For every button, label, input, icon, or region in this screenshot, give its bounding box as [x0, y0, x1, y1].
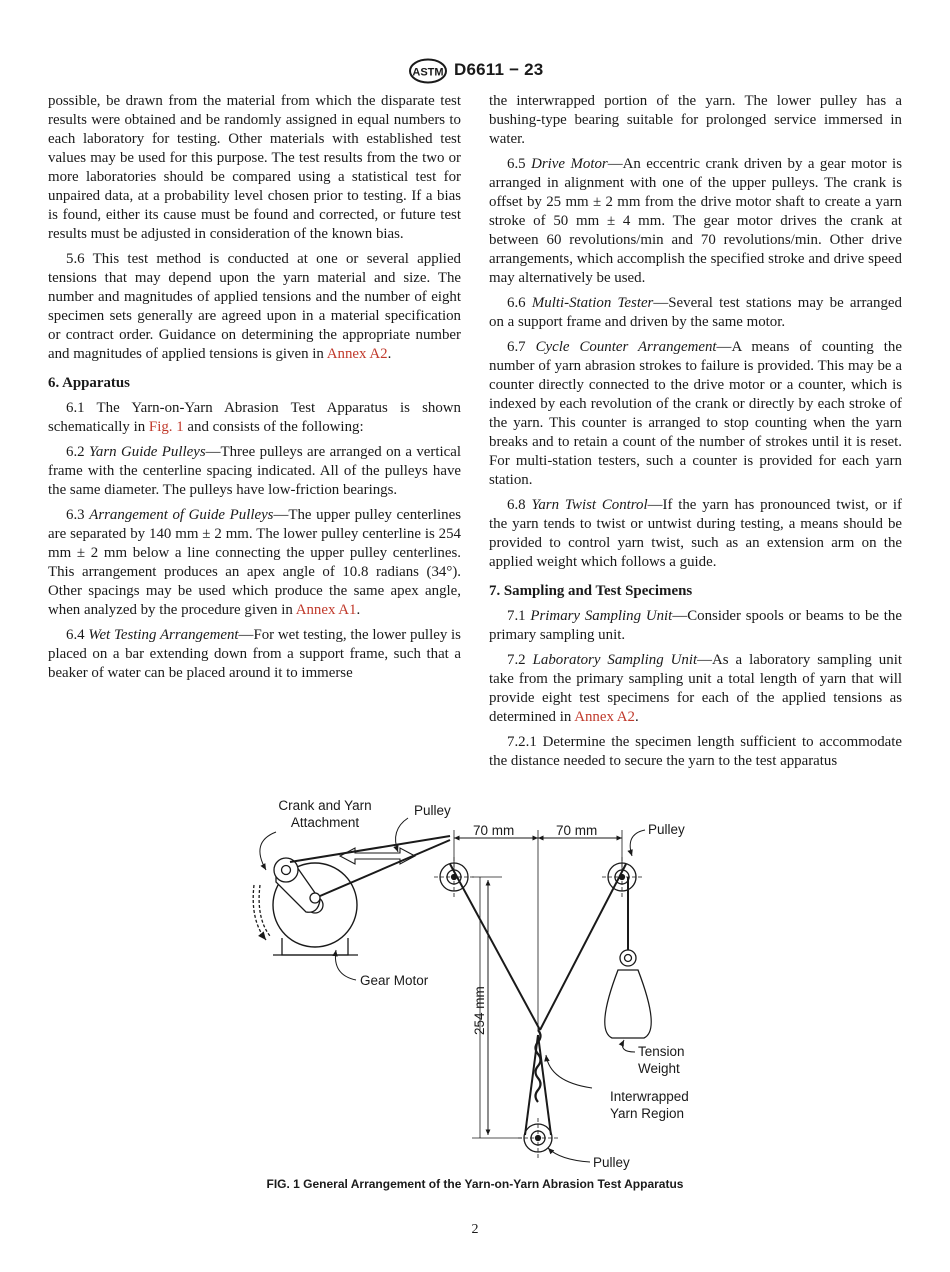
label-tension-line2: Weight: [638, 1061, 680, 1076]
label-pulley-top-right: Pulley: [648, 822, 685, 837]
label-pulley-bottom: Pulley: [593, 1155, 630, 1170]
paragraph-6-1: 6.1 The Yarn-on-Yarn Abrasion Test Apparatus is shown schematically in Fig. 1 and consists of the following:: [48, 400, 461, 435]
paragraph-6-6: 6.6 Multi-Station Tester—Several test stations may be arranged on a support frame and driven by the same motor.: [489, 295, 902, 330]
paragraph-5-6: 5.6 This test method is conducted at one or several applied tensions that may depend upon the yarn material and size. The number and magnitudes of applied tensions and the number of eight specimen sets generally are agreed upon in a material specification or contract order. Guidance on determining the appropriate number and magnitudes of applied tensions is given in Annex A2.: [48, 251, 461, 362]
paragraph-continuation: the interwrapped portion of the yarn. The lower pulley has a bushing-type bearing suitable for prolonged service immersed in water.: [489, 93, 902, 147]
astm-logo-icon: [408, 58, 448, 84]
logo-text: ASTM: [412, 66, 444, 79]
label-crank-line2: Attachment: [290, 815, 360, 830]
label-pulley-top-left: Pulley: [414, 803, 451, 818]
dim-254: 254 mm: [472, 986, 487, 1035]
right-column: [489, 92, 902, 777]
label-tension-line1: Tension: [638, 1044, 685, 1059]
paragraph-7-1: 7.1 Primary Sampling Unit—Consider spools or beams to be the primary sampling unit.: [489, 608, 902, 643]
apparatus-diagram: [240, 790, 710, 1180]
paragraph-6-5: 6.5 Drive Motor—An eccentric crank driven by a gear motor is arranged in alignment with one of the upper pulleys. The crank is offset by 25 mm ± 2 mm from the drive motor shaft to create a yarn stroke of 50 mm ± 4 mm. The gear motor drives the crank at between 60 revolutions/min and 70 revolutions/min. Other drive arrangements, which accomplish the specified stroke and drive speed may alternatively be used.: [489, 156, 902, 286]
label-interwrap-line1: Interwrapped: [610, 1089, 689, 1104]
paragraph-6-8: 6.8 Yarn Twist Control—If the yarn has pronounced twist, or if the yarn tends to twist or untwist during testing, a means should be provided to control yarn twist, such as an extension arm on the applied weight which follows a guide.: [489, 497, 902, 570]
left-column: [48, 92, 461, 689]
page-number: 2: [471, 1222, 479, 1237]
paragraph-continuation: possible, be drawn from the material from which the disparate test results were obtained and be randomly assigned in equal numbers to each laboratory for testing. Other materials with established test values may be used for this purpose. The test results from the two or more laboratories should be compared using a statistical test for unpaired data, at a probability level chosen prior to testing. If a bias is found, either its cause must be found and corrected, or future test results must be adjusted in consideration of the known bias.: [48, 93, 461, 242]
tension-weight: [605, 877, 651, 1038]
paragraph-6-3: 6.3 Arrangement of Guide Pulleys—The upper pulley centerlines are separated by 140 mm ± 2 mm. The lower pulley centerline is 254 mm ± 2 mm below a line connecting the upper pulley centerlines. This arrangement produces an apex angle of 10.8 radians (34°). Other spacings may be used which produce the same apex angle, when analyzed by the procedure given in Annex A1.: [48, 507, 461, 618]
paragraph-7-2: 7.2 Laboratory Sampling Unit—As a laboratory sampling unit take from the primary sampling unit a total length of yarn that will provide eight test specimens for each of the applied tensions as determined in Annex A2.: [489, 652, 902, 725]
fig-1-link[interactable]: Fig. 1: [148, 419, 184, 435]
section-heading-apparatus: 6. Apparatus: [48, 375, 130, 391]
label-interwrap-line2: Yarn Region: [610, 1106, 685, 1121]
label-gear-motor: Gear Motor: [360, 973, 429, 988]
annex-a1-link[interactable]: Annex A1: [295, 602, 357, 618]
annex-a2-link[interactable]: Annex A2: [326, 346, 388, 362]
figure-1: [240, 790, 710, 1180]
page-header: [0, 58, 950, 86]
section-heading-sampling: 7. Sampling and Test Specimens: [489, 583, 693, 599]
figure-caption: FIG. 1 General Arrangement of the Yarn-on-Yarn Abrasion Test Apparatus: [266, 1177, 684, 1191]
paragraph-7-2-1: 7.2.1 Determine the specimen length sufficient to accommodate the distance needed to secure the yarn to the test apparatus: [489, 734, 902, 769]
paragraph-6-4: 6.4 Wet Testing Arrangement—For wet testing, the lower pulley is placed on a bar extending down from a support frame, such that a beaker of water can be placed around it to immerse: [48, 627, 461, 681]
label-crank-line1: Crank and Yarn: [278, 798, 372, 813]
dim-70-right: 70 mm: [556, 823, 598, 838]
dim-70-left: 70 mm: [473, 823, 515, 838]
paragraph-6-2: 6.2 Yarn Guide Pulleys—Three pulleys are arranged on a vertical frame with the centerline spacing indicated. All of the pulleys have the same diameter. The pulleys have low-friction bearings.: [48, 444, 461, 498]
annex-a2-link[interactable]: Annex A2: [574, 709, 636, 725]
document-id: D6611 − 23: [454, 60, 544, 79]
paragraph-6-7: 6.7 Cycle Counter Arrangement—A means of counting the number of yarn abrasion strokes to failure is provided. This may be a counter directly connected to the drive motor or a counter, which is indexed by each revolution of the crank or directly by each stroke of the yarn. This counter is arranged to stop counting when the yarn breaks and to retain a count of the number of strokes until it is reset. For multi-station testers, such a counter is provided for each yarn station.: [489, 339, 902, 488]
bottom-pulley: [518, 1118, 558, 1158]
